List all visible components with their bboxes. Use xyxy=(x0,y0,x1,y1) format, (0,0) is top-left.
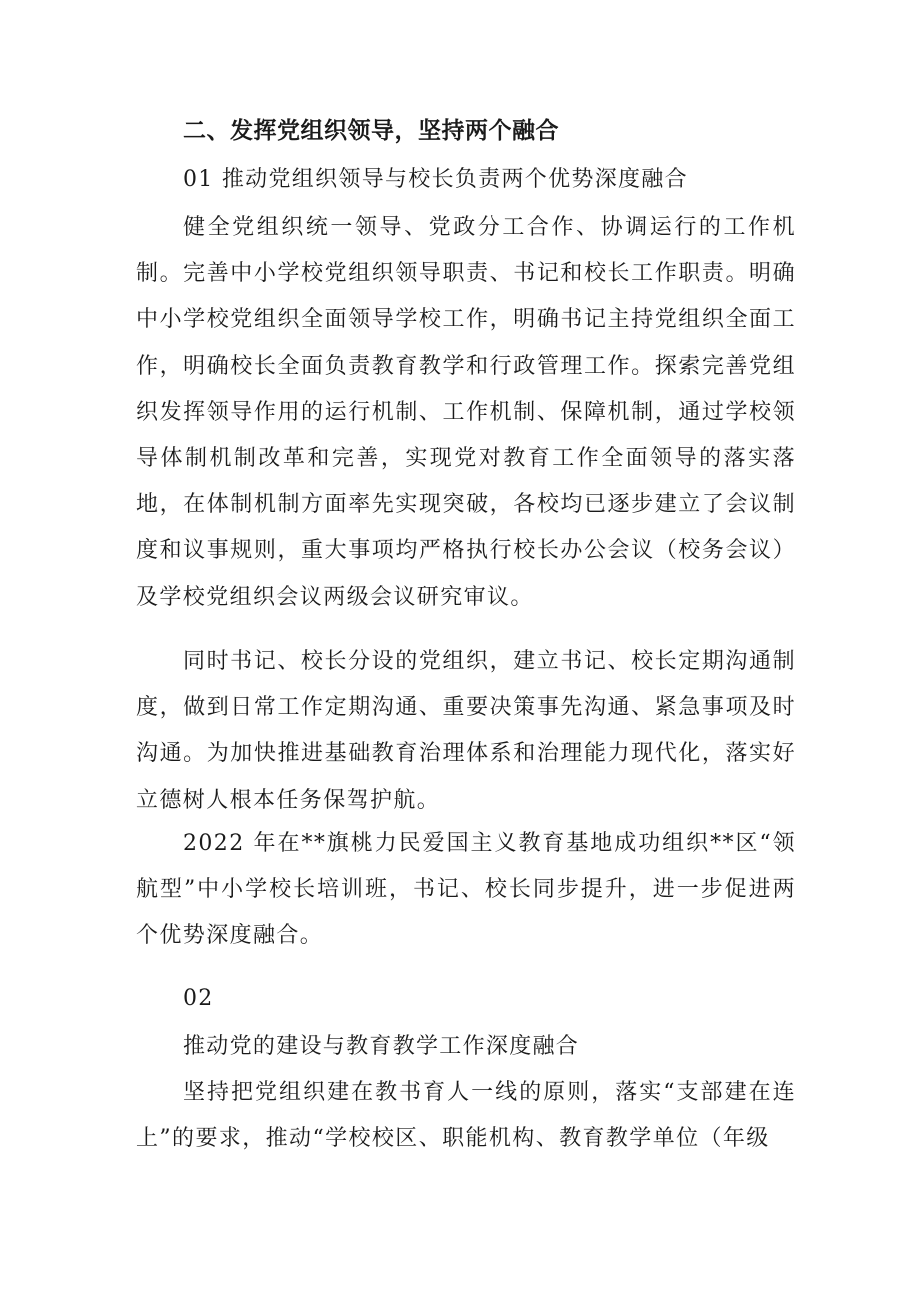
section-heading: 二、发挥党组织领导，坚持两个融合 xyxy=(183,118,559,144)
paragraph: 健全党组织统一领导、党政分工合作、协调运行的工作机制。完善中小学校党组织领导职责、书记和校长工作职责。明确中小学校党组织全面领导学校工作，明确书记主持党组织全面工作，明确校长全面负责教育教学和行政管理工作。探索完善党组织发挥领导作用的运行机制、工作机制、保障机制，通过学校领导体制机制改革和完善，实现党对教育工作全面领导的落实落地，在体制机制方面率先实现突破，各校均已逐步建立了会议制度和议事规则，重大事项均严格执行校长办公会议（校务会议）及学校党组织会议两级会议研究审议。 xyxy=(136,215,796,610)
subsection-02-number: 02 xyxy=(183,986,214,1011)
subsection-01-title: 01 推动党组织领导与校长负责两个优势深度融合 xyxy=(183,167,688,192)
paragraph: 同时书记、校长分设的党组织，建立书记、校长定期沟通制度，做到日常工作定期沟通、重要决策事先沟通、紧急事项及时沟通。为加快推进基础教育治理体系和治理能力现代化，落实好立德树人根本任务保驾护航。 xyxy=(136,649,796,813)
paragraph: 坚持把党组织建在教书育人一线的原则，落实“支部建在连上”的要求，推动“学校校区、职能机构、教育教学单位（年级 xyxy=(136,1080,796,1152)
paragraph: 2022 年在**旗桃力民爱国主义教育基地成功组织**区“领航型”中小学校长培训班，书记、校长同步提升，进一步促进两个优势深度融合。 xyxy=(136,831,796,949)
subsection-02-title: 推动党的建设与教育教学工作深度融合 xyxy=(183,1034,580,1059)
